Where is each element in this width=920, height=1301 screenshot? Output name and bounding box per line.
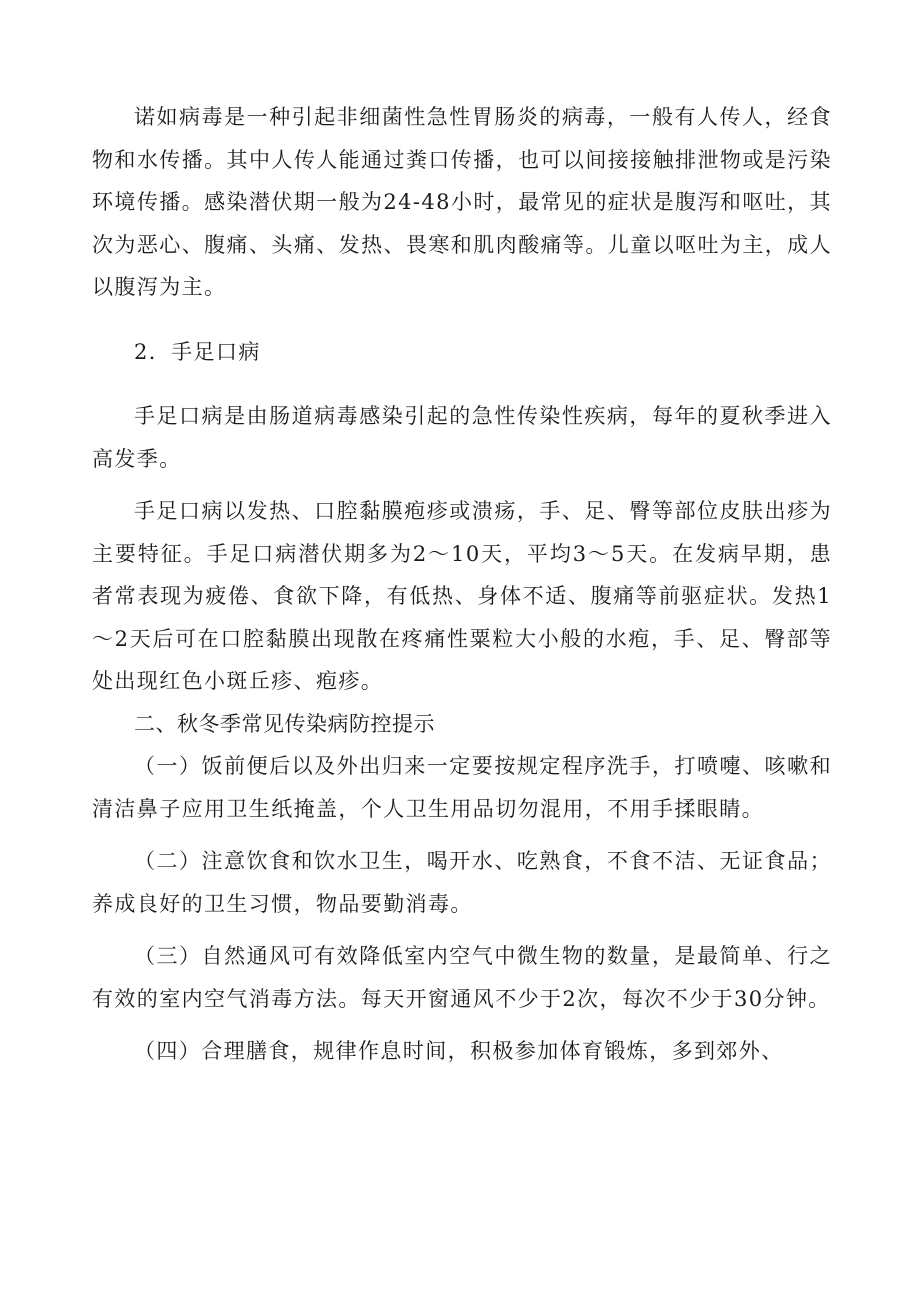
hfmd-subheading: 2．手足口病 bbox=[134, 339, 261, 364]
hfmd-symptoms-paragraph: 手足口病以发热、口腔黏膜疱疹或溃疡，手、足、臀等部位皮肤出疹为主要特征。手足口病潜伏期多为2～10天，平均3～5天。在发病早期，患者常表现为疲倦、食欲下降，有低热、身体不适、腹痛等前驱症状。发热1～2天后可在口腔黏膜出现散在疼痛性粟粒大小般的水疱，手、足、臀部等处出现红色小斑丘疹、疱疹。 bbox=[92, 499, 832, 693]
prevention-item-3: （三）自然通风可有效降低室内空气中微生物的数量，是最简单、行之有效的室内空气消毒方法。每天开窗通风不少于2次，每次不少于30分钟。 bbox=[92, 944, 832, 1011]
document-body bbox=[92, 96, 832, 1073]
prevention-item-4: （四）合理膳食，规律作息时间，积极参加体育锻炼，多到郊外、 bbox=[134, 1039, 784, 1063]
prevention-item-1: （一）饭前便后以及外出归来一定要按规定程序洗手，打喷嚏、咳嗽和清洁鼻子应用卫生纸掩盖，个人卫生用品切勿混用，不用手揉眼睛。 bbox=[92, 754, 832, 821]
section-heading-prevention: 二、秋冬季常见传染病防控提示 bbox=[134, 711, 435, 736]
prevention-item-2: （二）注意饮食和饮水卫生，喝开水、吃熟食，不食不洁、无证食品；养成良好的卫生习惯，物品要勤消毒。 bbox=[92, 849, 832, 916]
hfmd-intro-paragraph: 手足口病是由肠道病毒感染引起的急性传染性疾病，每年的夏秋季进入高发季。 bbox=[92, 404, 832, 471]
norovirus-paragraph: 诺如病毒是一种引起非细菌性急性胃肠炎的病毒，一般有人传人，经食物和水传播。其中人传人能通过粪口传播，也可以间接接触排泄物或是污染环境传播。感染潜伏期一般为24-48小时，最常见的症状是腹泻和呕吐，其次为恶心、腹痛、头痛、发热、畏寒和肌肉酸痛等。儿童以呕吐为主，成人以腹泻为主。 bbox=[92, 105, 832, 299]
